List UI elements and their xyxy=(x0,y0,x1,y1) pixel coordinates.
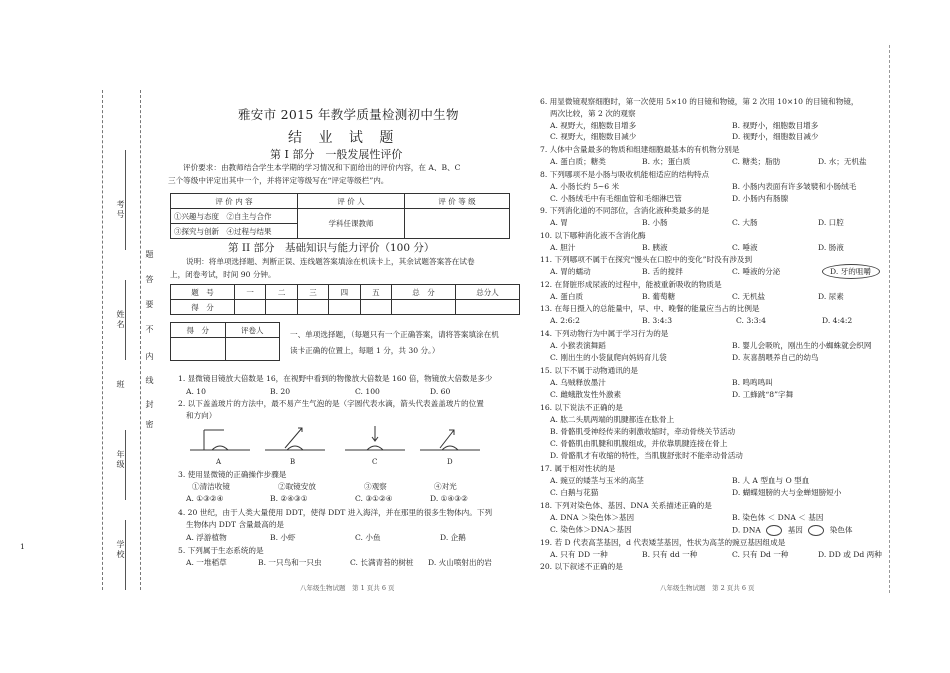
q12-opt-a: A. 蛋白质 xyxy=(550,292,584,301)
q15-opt-d: D. 工蜂跳“8”字舞 xyxy=(732,390,794,399)
q19-opt-d: D. DD 或 Dd 两种 xyxy=(818,550,882,559)
q18-opt-a: A. DNA ＞染色体＞基因 xyxy=(550,513,635,522)
eval-table xyxy=(170,193,510,239)
q8-text: 8. 下列哪项不是小肠与吸收机能相适应的结构特点 xyxy=(540,170,710,179)
q12-opt-b: B. 葡萄糖 xyxy=(642,292,676,301)
q15-opt-b: B. 鸣鸣鸣叫 xyxy=(732,378,773,387)
q2-coverslip-diagram xyxy=(190,420,480,465)
q17-text: 17. 属于相对性状的是 xyxy=(540,464,616,473)
q18-opt-d-chromosome: 染色体 xyxy=(829,525,853,535)
q3-opt-d: D. ①④③② xyxy=(430,494,468,503)
q8-opt-c: C. 小肠绒毛中有毛细血管和毛细淋巴管 xyxy=(550,194,682,203)
grader-name-label: 评卷人 xyxy=(225,323,280,338)
q3-item-2: ②取镜安放 xyxy=(278,482,316,491)
q11-opt-b: B. 舌的搅拌 xyxy=(642,267,683,276)
eval-text-1: 评价要求：由教师结合学生本学期的学习情况和下面给出的评价内容，在 A、B、C xyxy=(183,163,461,172)
q7-opt-d: D. 水；无机盐 xyxy=(818,157,867,166)
right-page-footer: 八年级生物试题 第 2 页共 6 页 xyxy=(660,584,755,592)
q1-text: 1. 显微镜目镜放大倍数是 16，在视野中看到的物像放大倍数是 160 倍，物镜放大倍数是多少 xyxy=(178,374,493,383)
exam-title: 雅安市 2015 年教学质量检测初中生物 xyxy=(238,107,459,122)
q15-opt-a: A. 乌贼释放墨汁 xyxy=(550,378,606,387)
q8-opt-a: A. 小肠长约 5~6 米 xyxy=(550,182,620,191)
q8-opt-b: B. 小肠内表面有许多皱襞和小肠绒毛 xyxy=(732,182,857,191)
q4-text-2: 生物体内 DDT 含量最高的是 xyxy=(186,520,285,529)
q6-text-1: 6. 用显微镜观察细胞时，第一次使用 5×10 的目镜和物镜，第 2 次用 10×10 的目镜和物镜， xyxy=(540,97,859,106)
q1-opt-b: B. 20 xyxy=(270,387,291,396)
q2-label-c: C xyxy=(372,458,378,466)
q4-opt-d: D. 企鹅 xyxy=(440,533,466,542)
score-col: 五 xyxy=(360,285,391,300)
q16-opt-c: C. 骨骼肌由肌腱和肌腹组成，并依靠肌腱连接在骨上 xyxy=(550,439,728,448)
eval-row-2: ③探究与创新 ④过程与结果 xyxy=(171,224,298,239)
q17-opt-a: A. 豌豆的矮茎与玉米的高茎 xyxy=(550,476,644,485)
q14-opt-d: D. 灰喜鹊喂养自己的幼鸟 xyxy=(732,353,819,362)
seal-char: 不 xyxy=(145,325,154,335)
page-edge-line xyxy=(889,45,890,593)
q13-opt-b: B. 3:4:3 xyxy=(642,316,673,325)
q4-opt-c: C. 小鱼 xyxy=(355,533,381,542)
q5-opt-a: A. 一堆稻草 xyxy=(186,558,227,567)
binding-margin xyxy=(20,80,160,600)
q1-opt-d: D. 60 xyxy=(430,387,451,396)
q14-opt-a: A. 小猴表演舞蹈 xyxy=(550,341,606,350)
grader-table xyxy=(170,322,280,361)
eval-grade-cell[interactable] xyxy=(405,209,510,239)
q19-opt-c: C. 只有 Dd 一种 xyxy=(732,550,789,559)
q2-label-d: D xyxy=(447,458,453,466)
section1-title-1: 一、单项选择题，（每题只有一个正确答案，请将答案填涂在机 xyxy=(290,330,499,339)
q4-text-1: 4. 20 世纪，由于人类大量使用 DDT，使得 DDT 进入海洋，并在那里的很多生物体内。下列 xyxy=(178,508,493,517)
score-cell[interactable] xyxy=(234,300,265,315)
note-2: 上，闭卷考试，时间 90 分钟。 xyxy=(170,270,276,279)
q11-opt-a: A. 胃的蠕动 xyxy=(550,267,591,276)
q4-opt-b: B. 小虾 xyxy=(270,533,296,542)
q18-opt-d-gene: 基因 xyxy=(787,525,803,535)
q18-opt-b: B. 染色体 ＜ DNA ＜ 基因 xyxy=(732,513,824,522)
q6-opt-a: A. 视野大，细胞数目增多 xyxy=(550,121,637,130)
q10-opt-a: A. 胆汁 xyxy=(550,243,576,252)
label-class: 班 xyxy=(116,380,125,390)
eval-header-content: 评 价 内 容 xyxy=(171,194,298,209)
q3-item-1: ①清洁收镜 xyxy=(192,482,230,491)
seal-char: 线 xyxy=(145,376,154,386)
field-line-grade xyxy=(125,430,126,500)
q3-opt-c: C. ③①②④ xyxy=(355,494,393,503)
note-1: 说明：将单项选择题、判断正误、连线题答案填涂在机读卡上，其余试题答案答在试卷 xyxy=(186,257,475,266)
diagram-a xyxy=(190,430,250,450)
q10-opt-c: C. 唾液 xyxy=(732,243,758,252)
grader-score-cell[interactable] xyxy=(171,338,226,361)
score-row-label: 得 分 xyxy=(171,300,235,315)
q5-text: 5. 下列属于生态系统的是 xyxy=(178,546,264,555)
q17-opt-c: C. 白鹅与花猫 xyxy=(550,488,599,497)
q3-opt-a: A. ①③②④ xyxy=(186,494,224,503)
q10-opt-d: D. 肠液 xyxy=(818,243,844,252)
seal-char: 答 xyxy=(145,275,154,285)
q13-opt-d: D. 4:4:2 xyxy=(822,316,853,325)
score-cell[interactable] xyxy=(297,300,328,315)
eval-evaluator: 学科任课教师 xyxy=(298,209,405,239)
q1-opt-a: A. 10 xyxy=(186,387,206,396)
score-table xyxy=(170,284,520,315)
q14-opt-b: B. 婴儿会吸吮，刚出生的小蜘蛛就会织网 xyxy=(732,341,872,350)
q10-text: 10. 以下哪种消化液不含消化酶 xyxy=(540,231,646,240)
q16-opt-d: D. 骨骼肌才有收缩的特性，当肌腹舒张时不能牵动骨活动 xyxy=(550,451,743,460)
q9-opt-c: C. 大肠 xyxy=(732,218,758,227)
q3-text: 3. 使用显微镜的正确操作步骤是 xyxy=(178,470,287,479)
score-col: 总分人 xyxy=(455,285,519,300)
q11-opt-c: C. 唾液的分泌 xyxy=(732,267,781,276)
q16-text: 16. 以下说法不正确的是 xyxy=(540,403,623,412)
q3-item-3: ③观察 xyxy=(364,482,387,491)
left-page-footer: 八年级生物试题 第 1 页共 6 页 xyxy=(300,584,395,592)
q13-opt-a: A. 2:6:2 xyxy=(550,316,580,325)
diagram-d xyxy=(420,430,480,450)
q3-opt-b: B. ②④③① xyxy=(270,494,308,503)
q8-opt-d: D. 小肠内有肠腺 xyxy=(732,194,789,203)
seal-char: 要 xyxy=(145,300,154,310)
q9-opt-a: A. 胃 xyxy=(550,218,568,227)
q6-opt-c: C. 视野大，细胞数目减少 xyxy=(550,132,637,141)
q18-opt-c: C. 染色体＞DNA＞基因 xyxy=(550,525,632,534)
eval-text-2: 三个等级中评定出其中一个，并将评定等级写在“评定等级栏”内。 xyxy=(168,176,389,185)
q19-text: 19. 若 D 代表高茎基因，d 代表矮茎基因，性状为高茎的豌豆基因组成是 xyxy=(540,538,786,547)
q6-opt-d: D. 视野小，细胞数目减少 xyxy=(732,132,819,141)
q18-opt-d-dna: D. DNA xyxy=(732,525,761,535)
seal-char: 封 xyxy=(145,400,154,410)
q7-opt-b: B. 水；蛋白质 xyxy=(642,157,691,166)
q17-opt-d: D. 蝴蝶翅膀的大与金蝉翅膀短小 xyxy=(732,488,842,497)
q9-opt-d: D. 口腔 xyxy=(818,218,844,227)
q2-text-2: 和方向） xyxy=(186,411,217,420)
q5-opt-c: C. 长满青苔的树桩 xyxy=(350,558,414,567)
q12-opt-d: D. 尿素 xyxy=(818,292,844,301)
grader-name-cell[interactable] xyxy=(225,338,280,361)
score-col-label: 题 号 xyxy=(171,285,235,300)
q20-text: 20. 以下叙述不正确的是 xyxy=(540,562,623,571)
label-grade: 年级 xyxy=(116,450,125,470)
score-col: 一 xyxy=(234,285,265,300)
score-cell[interactable] xyxy=(360,300,391,315)
q19-opt-b: B. 只有 dd 一种 xyxy=(642,550,698,559)
q12-text: 12. 在肾脏形成尿液的过程中，能被重新吸收的物质是 xyxy=(540,280,722,289)
seal-line-inner xyxy=(140,90,141,590)
part1-title: 第 I 部分 一般发展性评价 xyxy=(270,148,403,161)
q2-label-b: B xyxy=(290,458,296,466)
q6-text-2: 两次比较，第 2 次的观察 xyxy=(550,109,636,118)
q17-opt-b: B. 人 A 型血与 O 型血 xyxy=(732,476,810,485)
q7-opt-c: C. 糖类；脂肪 xyxy=(732,157,781,166)
q3-item-4: ④对光 xyxy=(434,482,457,491)
grader-score-label: 得 分 xyxy=(171,323,226,338)
q13-opt-c: C. 3:3:4 xyxy=(736,316,766,325)
q6-opt-b: B. 视野小，细胞数目增多 xyxy=(732,121,819,130)
q16-opt-b: B. 骨骼肌受神经传来的刺激收缩时，牵动骨绕关节活动 xyxy=(550,427,736,436)
q19-opt-a: A. 只有 DD 一种 xyxy=(550,550,608,559)
q14-opt-c: C. 刚出生的小袋鼠爬向妈妈育儿袋 xyxy=(550,353,667,362)
field-line-exam-no xyxy=(125,150,126,250)
exam-subtitle: 结 业 试 题 xyxy=(288,130,400,146)
q11-answer-circle xyxy=(822,264,880,279)
section1-title-2: 读卡正确的位置上，每题 1 分，共 30 分。） xyxy=(290,346,440,355)
q15-opt-c: C. 雌蛾散发性外激素 xyxy=(550,390,622,399)
q18-opt-d xyxy=(732,525,853,536)
eval-row-1: ①兴趣与态度 ②自主与合作 xyxy=(171,209,298,224)
seal-char: 题 xyxy=(145,250,154,260)
score-col: 总 分 xyxy=(392,285,456,300)
q9-opt-b: B. 小肠 xyxy=(642,218,668,227)
score-col: 三 xyxy=(297,285,328,300)
label-school: 学校 xyxy=(116,540,125,560)
score-cell[interactable] xyxy=(455,300,519,315)
eval-header-evaluator: 评 价 人 xyxy=(298,194,405,209)
score-cell[interactable] xyxy=(266,300,297,315)
q7-text: 7. 人体中含量最多的物质和组建细胞最基本的有机物分别是 xyxy=(540,145,740,154)
label-name: 姓名 xyxy=(116,310,125,330)
label-exam-no: 考号 xyxy=(116,200,125,220)
q11-text: 11. 下列哪项不属于在探究“馒头在口腔中的变化”时没有涉及到 xyxy=(540,255,753,264)
field-line-school xyxy=(125,520,126,590)
part2-title: 第 II 部分 基础知识与能力评价（100 分） xyxy=(228,242,435,254)
q4-opt-a: A. 浮游植物 xyxy=(186,533,227,542)
q10-opt-b: B. 胰液 xyxy=(642,243,668,252)
diagram-b xyxy=(265,428,325,450)
margin-mark: 1 xyxy=(20,542,25,551)
score-cell[interactable] xyxy=(392,300,456,315)
score-col: 四 xyxy=(329,285,360,300)
q9-text: 9. 下列消化道的不同部位，含消化液种类最多的是 xyxy=(540,206,710,215)
q7-opt-a: A. 蛋白质；糖类 xyxy=(550,157,606,166)
q11-opt-d: D. 牙的咀嚼 xyxy=(830,267,872,276)
q12-opt-c: C. 无机盐 xyxy=(732,292,766,301)
q15-text: 15. 以下不属于动物通讯的是 xyxy=(540,366,639,375)
q1-opt-c: C. 100 xyxy=(355,387,380,396)
field-line-name xyxy=(125,280,126,360)
q18-circle-dna xyxy=(766,525,782,536)
q18-text: 18. 下列对染色体、基因、DNA 关系描述正确的是 xyxy=(540,501,712,510)
q2-label-a: A xyxy=(216,458,222,466)
q5-opt-b: B. 一只鸟和一只虫 xyxy=(258,558,322,567)
score-cell[interactable] xyxy=(329,300,360,315)
seal-char: 内 xyxy=(145,352,154,362)
q5-opt-d: D. 火山喷射出的岩 xyxy=(428,558,492,567)
score-col: 二 xyxy=(266,285,297,300)
q14-text: 14. 下列动物行为中属于学习行为的是 xyxy=(540,329,669,338)
q2-text-1: 2. 以下盖盖玻片的方法中，最不易产生气泡的是（字圆代表水滴，箭头代表盖盖玻片的位置 xyxy=(178,399,484,408)
seal-char: 密 xyxy=(145,420,154,430)
q18-circle-gene xyxy=(808,525,824,536)
diagram-c xyxy=(345,426,405,450)
q16-opt-a: A. 肱二头肌两端的肌腱都连在肱骨上 xyxy=(550,415,675,424)
eval-header-grade: 评 价 等 级 xyxy=(405,194,510,209)
seal-line-outer xyxy=(102,90,103,590)
q13-text: 13. 在每日摄入的总能量中，早、中、晚餐的能量应当占的比例是 xyxy=(540,304,760,313)
